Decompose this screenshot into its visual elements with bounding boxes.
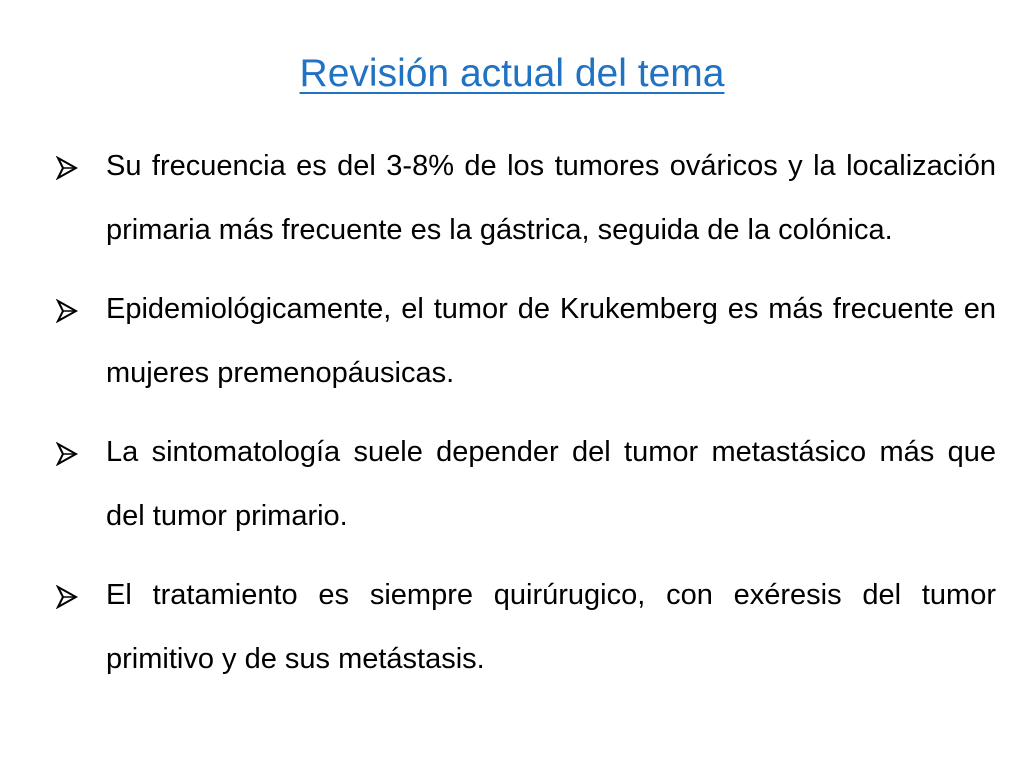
bullet-text: Su frecuencia es del 3-8% de los tumores ováricos y la localización primaria más frecuente es la gástrica, seguida de la colónica. xyxy=(106,150,996,246)
list-item xyxy=(52,277,996,405)
bullet-text: El tratamiento es siempre quirúrugico, con exéresis del tumor primitivo y de sus metástasis. xyxy=(106,579,996,675)
arrowhead-bullet-icon xyxy=(56,585,78,609)
bullet-list xyxy=(52,134,996,706)
bullet-text: La sintomatología suele depender del tumor metastásico más que del tumor primario. xyxy=(106,436,996,532)
arrowhead-bullet-icon xyxy=(56,442,78,466)
list-item xyxy=(52,420,996,548)
list-item xyxy=(52,134,996,262)
slide-title-text: Revisión actual del tema xyxy=(299,52,725,95)
arrowhead-bullet-icon xyxy=(56,156,78,180)
slide-title xyxy=(0,52,1024,96)
arrowhead-bullet-icon xyxy=(56,299,78,323)
list-item xyxy=(52,563,996,691)
bullet-text: Epidemiológicamente, el tumor de Krukemberg es más frecuente en mujeres premenopáusicas. xyxy=(106,293,996,389)
